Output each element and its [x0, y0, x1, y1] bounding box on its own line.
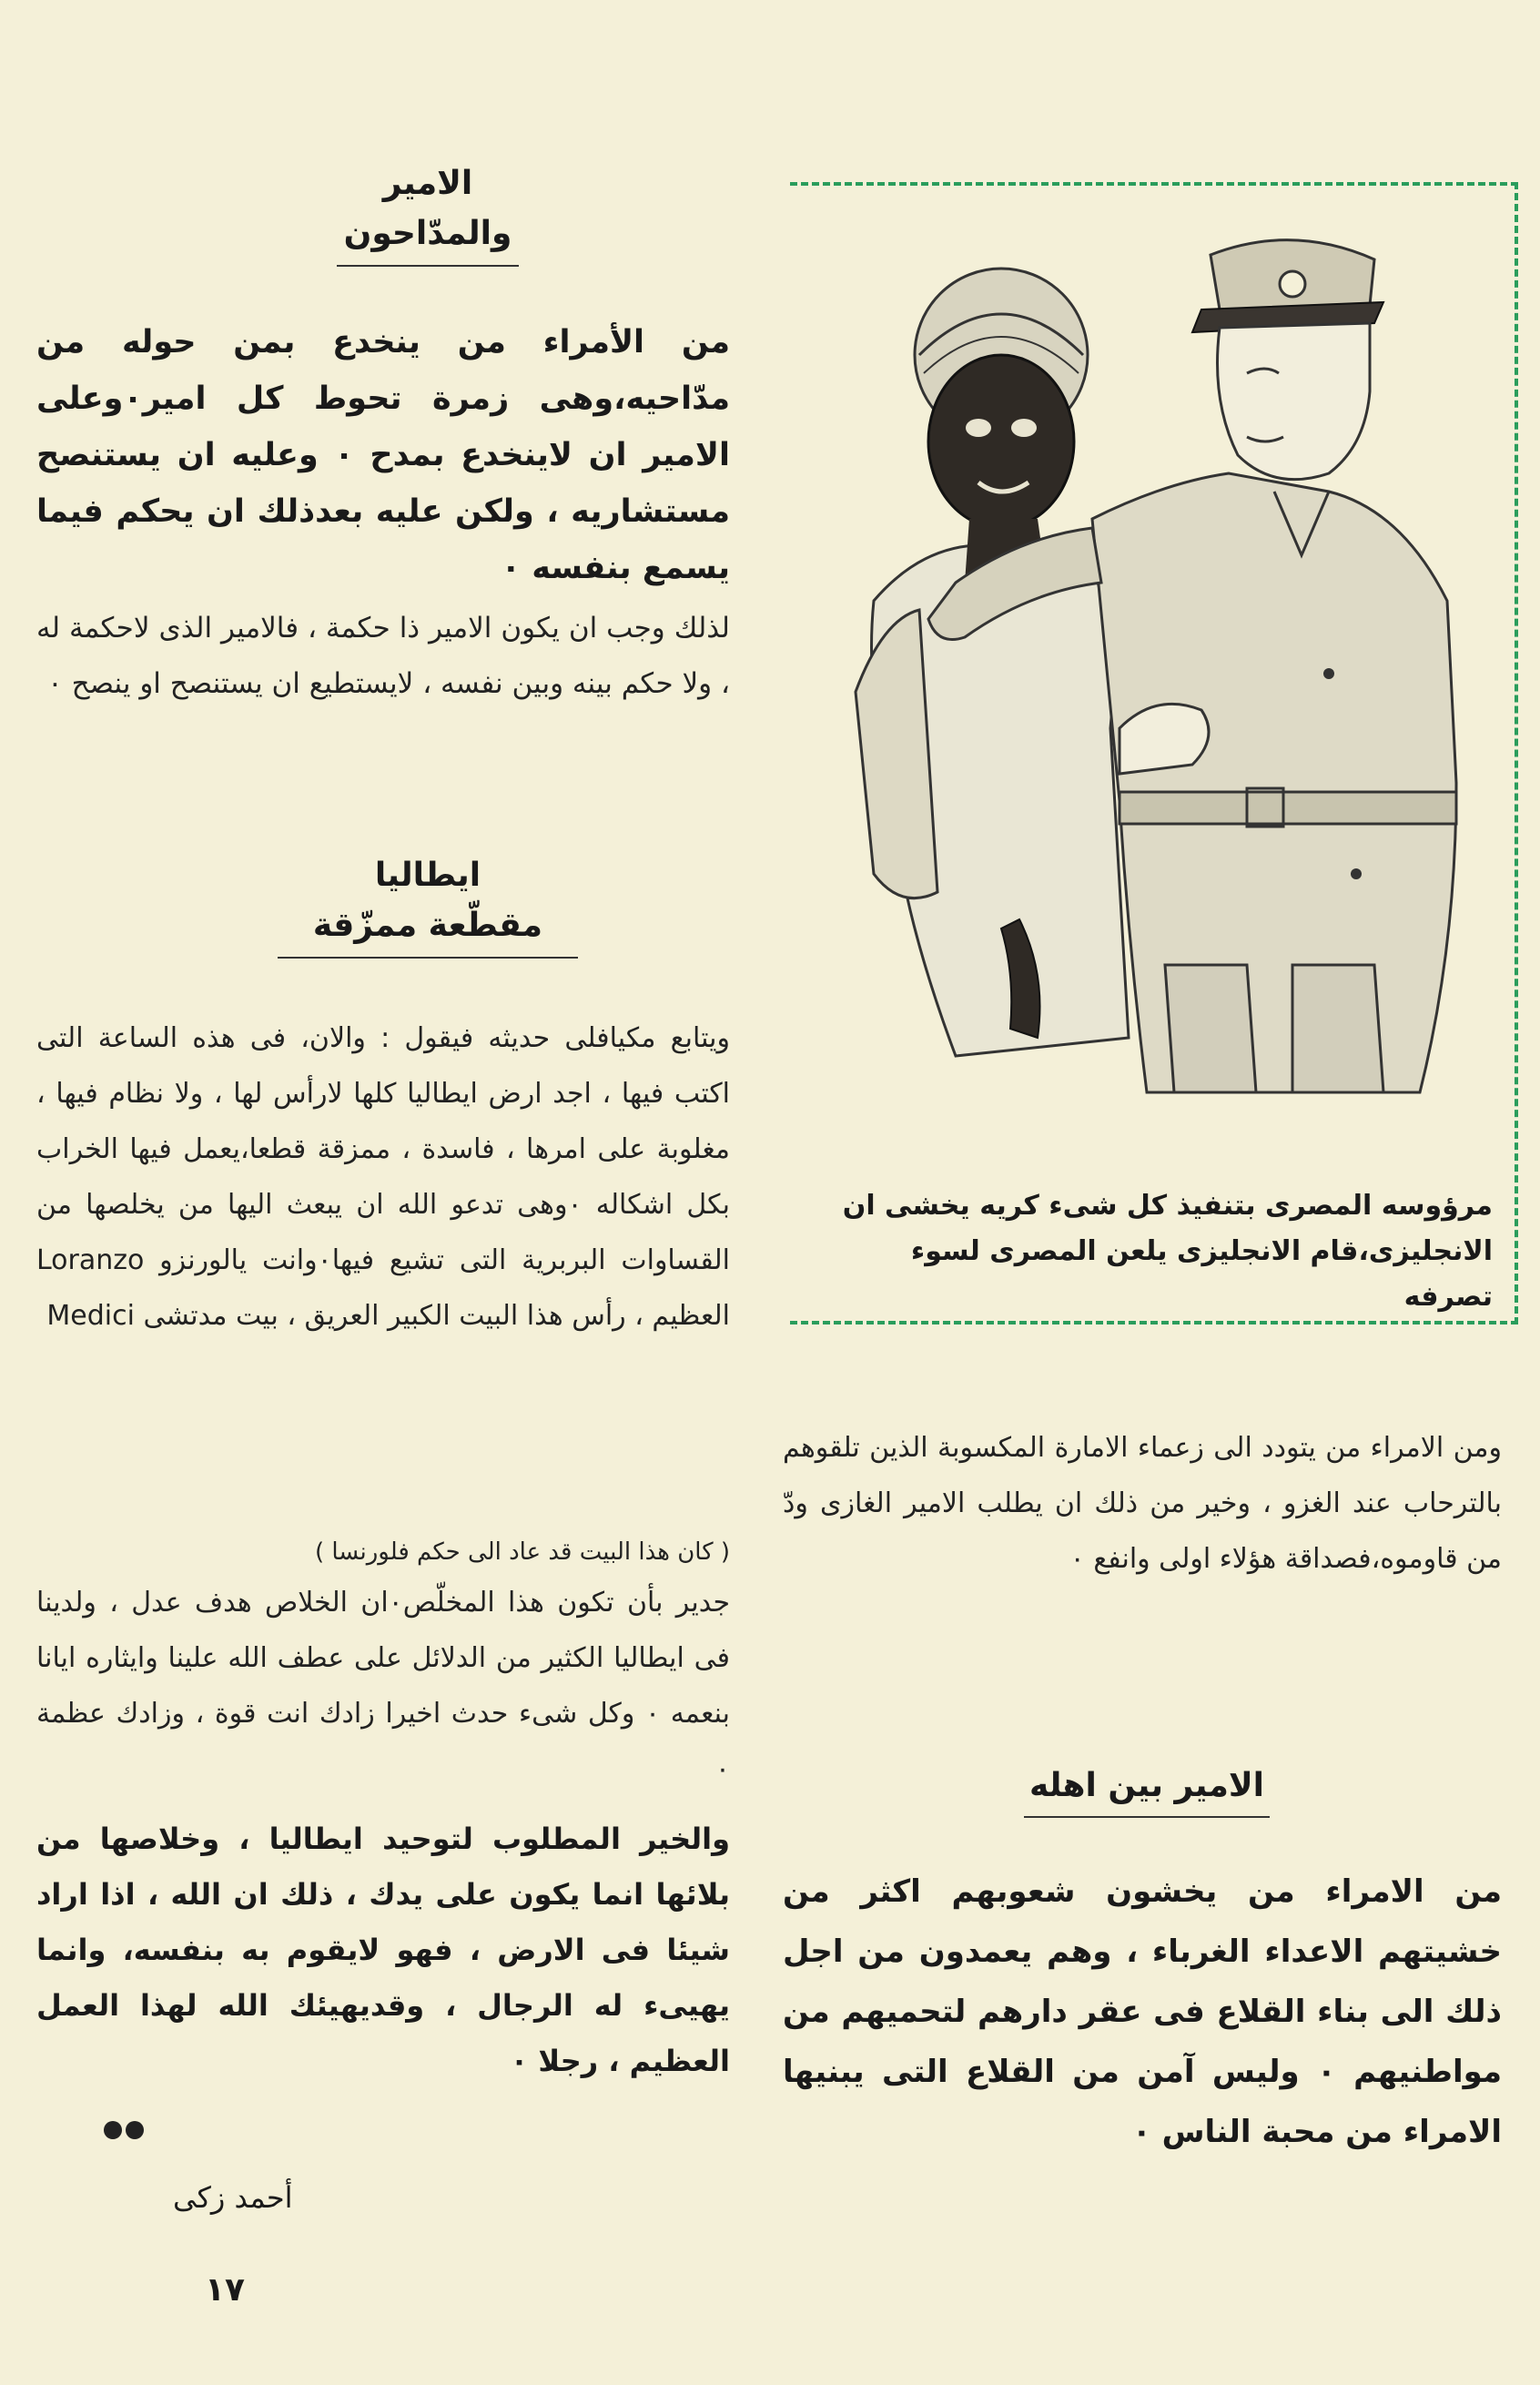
paragraph-italy-1: ويتابع مكيافلى حديثه فيقول : والان، فى هذه الساعة التى اكتب فيها ، اجد ارض ايطاليا كلها لارأس لها ، ولا نظام فيها ، مغلوبة على امرها ، فاسدة ، ممزقة قطعا،يعمل فيها الخراب بكل اشكاله ٠وهى تدعو الله ان يبعث اليها من يخلصها من القساوات البربرية التى تشيع فيها٠وانت يالورنزو Loranzo العظيم ، رأس هذا البيت الكبير العريق ، بيت مدتشى Medici: [36, 1022, 730, 1332]
illustration-caption: مرؤوسه المصرى بتنفيذ كل شىء كريه يخشى ان الانجليزى،قام الانجليزى يلعن المصرى لسوء تصرفه: [842, 1190, 1493, 1313]
heading-line2: والمدّاحون: [343, 215, 512, 252]
author-signature: أحمد زكى: [173, 2180, 293, 2215]
paragraph-flatterers-bold: من الأمراء من ينخدع بمن حوله من مدّاحيه،وهى زمرة تحوط كل امير٠وعلى الامير ان لاينخدع بمدح ٠ وعليه ان يستنصح مستشاريه ، ولكن عليه بعدذلك ان يحكم فيما يسمع بنفسه ٠: [36, 324, 730, 586]
heading-line2: مقطّعة ممزّقة: [312, 907, 543, 944]
section-heading-italy: [237, 851, 619, 959]
end-mark-icon: [100, 2116, 155, 2144]
paragraph-italy-bold: والخير المطلوب لتوحيد ايطاليا ، وخلاصها من بلائها انما يكون على يدك ، ذلك ان الله ، اذا اراد شيئا فى الارض ، فهو لايقوم به بنفسه، وانما يهيىء له الرجال ، وقديهيئك الله لهذا العمل العظيم ، رجلا ٠: [36, 1822, 730, 2078]
heading-underline: [337, 265, 519, 267]
paragraph-italy-2: جدير بأن تكون هذا المخلّص٠ان الخلاص هدف عدل ، ولدينا فى ايطاليا الكثير من الدلائل على عطف الله علينا وايثاره ايانا بنعمه ٠ وكل شىء حدث اخيرا زادك انت قوة ، وزادك عظمة ٠: [36, 1587, 731, 1785]
paragraph-italy-note: ( كان هذا البيت قد عاد الى حكم فلورنسا ): [314, 1538, 730, 1566]
section-heading-prince-flatterers: [237, 159, 619, 267]
paragraph-prince-people: من الامراء من يخشون شعوبهم اكثر من خشيتهم الاعداء الغرباء ، وهم يعمدون من اجل ذلك الى بناء القلاع فى عقر دارهم لتحميهم من مواطنيهم ٠ وليس آمن من القلاع التى يبنيها الامراء من محبة الناس ٠: [783, 1873, 1503, 2150]
cartoon-illustration: [819, 218, 1493, 1101]
heading-underline: [278, 957, 578, 959]
heading-title: الامير بين اهله: [1028, 1767, 1265, 1804]
heading-line1: الامير: [382, 165, 473, 202]
paragraph-prince-allies: ومن الامراء من يتودد الى زعماء الامارة المكسوبة الذين تلقوهم بالترحاب عند الغزو ، وخير من ذلك ان يطلب الامير الغازى ودّ من قاوموه،فصداقة هؤلاء اولى وانفع ٠: [783, 1432, 1502, 1575]
heading-line1: ايطاليا: [374, 857, 481, 894]
heading-underline: [1024, 1816, 1270, 1818]
paragraph-flatterers-light: لذلك وجب ان يكون الامير ذا حكمة ، فالامير الذى لاحكمة له ، ولا حكم بينه وبين نفسه ، لايستطيع ان يستنصح او ينصح ٠: [36, 612, 730, 700]
page-number: ١٧: [205, 2271, 245, 2309]
section-heading-prince-people: [947, 1761, 1347, 1818]
